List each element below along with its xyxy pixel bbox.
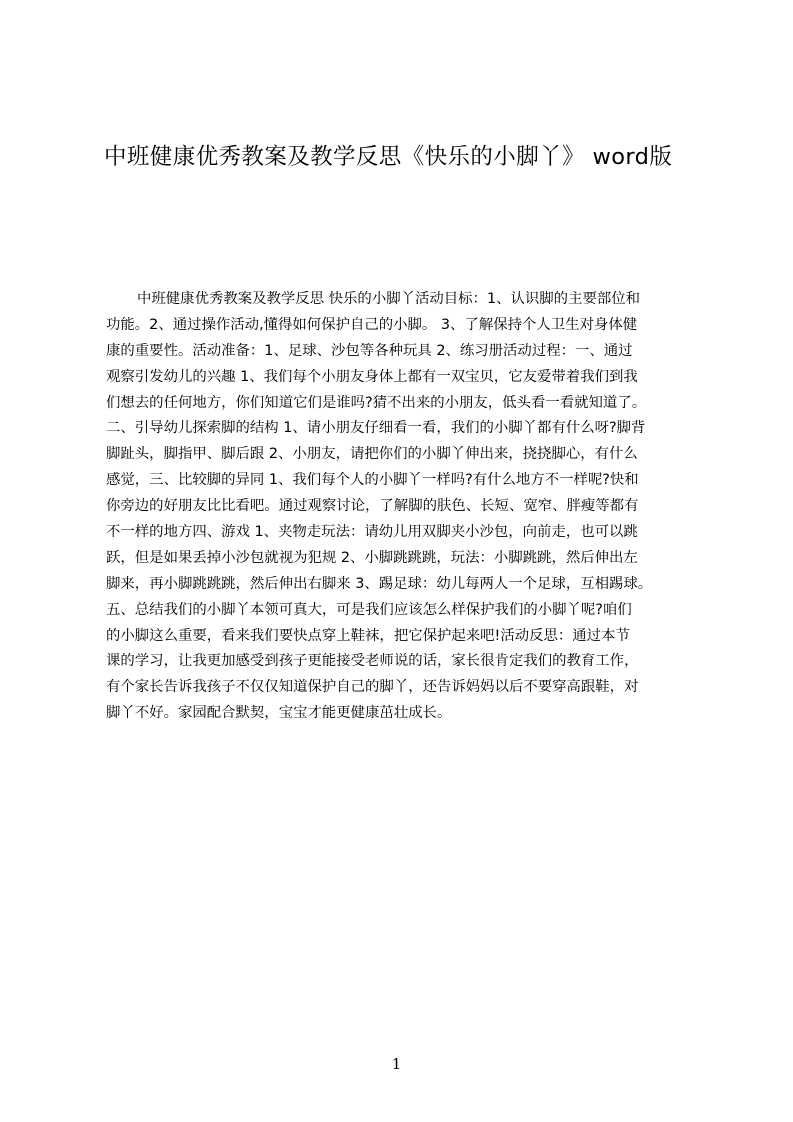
body-line: 功能。2、通过操作活动,懂得如何保护自己的小脚。 3、了解保持个人卫生对身体健 xyxy=(106,316,638,333)
body-line: 观察引发幼儿的兴趣 1、我们每个小朋友身体上都有一双宝贝，它友爱带着我们到我 xyxy=(106,368,638,385)
body-line: 感觉，三、比较脚的异同 1、我们每个人的小脚丫一样吗?有什么地方不一样呢?快和 xyxy=(106,472,639,489)
body-line: 有个家长告诉我孩子不仅仅知道保护自己的脚丫，还告诉妈妈以后不要穿高跟鞋，对 xyxy=(106,679,639,696)
body-line: 的小脚这么重要，看来我们要快点穿上鞋袜，把它保护起来吧!活动反思：通过本节 xyxy=(106,627,630,644)
body-line: 五、总结我们的小脚丫本领可真大，可是我们应该怎么样保护我们的小脚丫呢?咱们 xyxy=(106,601,632,618)
document-title: 中班健康优秀教案及教学反思《快乐的小脚丫》 word版 xyxy=(104,144,673,170)
body-line: 课的学习，让我更加感受到孩子更能接受老师说的话，家长很肯定我们的教育工作， xyxy=(106,653,639,670)
body-line: 脚趾头，脚指甲、脚后跟 2、小朋友，请把你们的小脚丫伸出来，挠挠脚心，有什么 xyxy=(106,446,638,463)
body-line: 们想去的任何地方，你们知道它们是谁吗?猜不出来的小朋友，低头看一看就知道了。 xyxy=(106,394,647,411)
body-line: 跃，但是如果丢掉小沙包就视为犯规 2、小脚跳跳跳，玩法：小脚跳跳，然后伸出左 xyxy=(106,549,638,566)
body-line: 你旁边的好朋友比比看吧。通过观察讨论，了解脚的肤色、长短、宽窄、胖瘦等都有 xyxy=(106,498,639,515)
body-line: 康的重要性。活动准备：1、足球、沙包等各种玩具 2、练习册活动过程：一、通过 xyxy=(106,342,633,359)
body-line: 二、引导幼儿探索脚的结构 1、请小朋友仔细看一看，我们的小脚丫都有什么呀?脚背 xyxy=(106,420,646,437)
body-line: 中班健康优秀教案及教学反思 快乐的小脚丫活动目标：1、认识脚的主要部位和 xyxy=(137,291,641,307)
body-line: 脚丫不好。家园配合默契，宝宝才能更健康茁壮成长。 xyxy=(106,705,452,722)
document-body xyxy=(106,287,698,747)
body-line: 脚来，再小脚跳跳跳，然后伸出右脚来 3、踢足球：幼儿每两人一个足球，互相踢球。 xyxy=(106,575,653,592)
page-number: 1 xyxy=(391,1055,402,1073)
body-line: 不一样的地方四、游戏 1、夹物走玩法：请幼儿用双脚夹小沙包，向前走，也可以跳 xyxy=(106,524,638,541)
